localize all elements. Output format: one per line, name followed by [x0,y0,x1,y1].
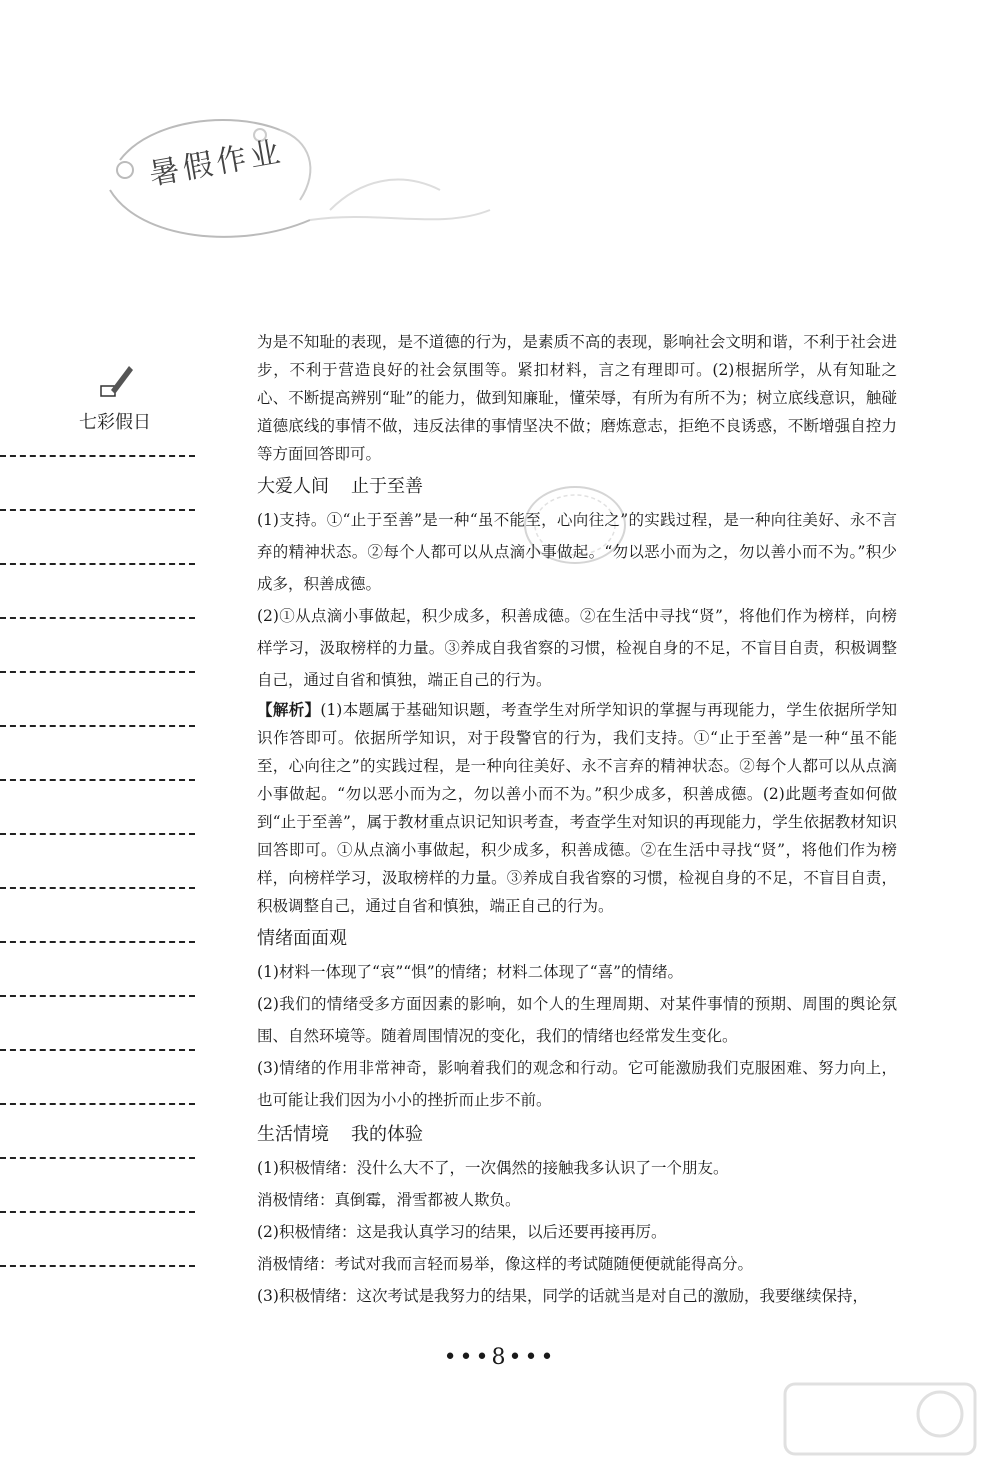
section-title-part: 生活情境 [257,1124,329,1145]
section-title-part: 止于至善 [351,476,423,497]
writing-line [0,457,195,511]
section-title-part: 我的体验 [351,1124,423,1145]
answer-paragraph: (1)材料一体现了“哀”“惧”的情绪；材料二体现了“喜”的情绪。 [257,963,684,981]
section-title-part: 大爱人间 [257,476,329,497]
writing-line [0,997,195,1051]
writing-line [0,943,195,997]
writing-line [0,835,195,889]
writing-line [0,565,195,619]
writing-line [0,1105,195,1159]
brand-label: 七彩假日 [79,412,151,433]
answer-content [257,328,897,1312]
watermark-icon [780,1379,980,1459]
header-title: 暑假作业 [146,134,287,193]
pencil-icon [95,360,135,400]
answer-line: 消极情绪：真倒霉，滑雪都被人欺负。 [257,1191,521,1209]
header-ornament-icon [80,100,500,270]
answer-paragraph: (2)我们的情绪受多方面因素的影响，如个人的生理周期、对某件事情的预期、周围的舆论氛围、自然环境等。随着周围情况的变化，我们的情绪也经常发生变化。 [257,995,897,1045]
writing-line [0,781,195,835]
answer-line: (2)积极情绪：这是我认真学习的结果，以后还要再接再厉。 [257,1223,667,1241]
analysis-paragraph [257,696,897,920]
answer-paragraph: (2)①从点滴小事做起，积少成多，积善成德。②在生活中寻找“贤”，将他们作为榜样，向榜样学习，汲取榜样的力量。③养成自我省察的习惯，检视自身的不足，不盲目自责，积极调整自己，通过自省和慎独，端正自己的行为。 [257,607,897,689]
writing-line [0,727,195,781]
writing-line [0,1159,195,1213]
writing-lines [0,455,195,1267]
writing-line [0,511,195,565]
answer-line: (1)积极情绪：没什么大不了，一次偶然的接触我多认识了一个朋友。 [257,1159,729,1177]
answer-paragraph: (1)支持。①“止于至善”是一种“虽不能至，心向往之”的实践过程，是一种向往美好、永不言弃的精神状态。②每个人都可以从点滴小事做起。“勿以恶小而为之，勿以善小而不为。”积少成多，积善成德。 [257,511,897,593]
writing-line [0,1051,195,1105]
analysis-text: (1)本题属于基础知识题，考查学生对所学知识的掌握与再现能力，学生依据所学知识作答即可。依据所学知识，对于段警官的行为，我们支持。①“止于至善”是一种“虽不能至，心向往之”的实践过程，是一种向往美好、永不言弃的精神状态。②每个人都可以从点滴小事做起。“勿以恶小而为之，勿以善小而不为。”积少成多，积善成德。(2)此题考查如何做到“止于至善”，属于教材重点识记知识考查，考查学生对知识的再现能力，学生依据教材知识回答即可。①从点滴小事做起，积少成多，积善成德。②在生活中寻找“贤”，将他们作为榜样，向榜样学习，汲取榜样的力量。③养成自我省察的习惯，检视自身的不足，不盲目自责，积极调整自己，通过自省和慎独，端正自己的行为。 [257,701,897,915]
writing-line [0,673,195,727]
writing-line [0,619,195,673]
section-title-3 [257,1120,897,1150]
section-title-1 [257,472,897,502]
page-number: •••8••• [443,1345,557,1370]
section-title-2: 情绪面面观 [257,928,347,949]
answer-line: 消极情绪：考试对我而言轻而易举，像这样的考试随随便便就能得高分。 [257,1255,754,1273]
intro-paragraph: 为是不知耻的表现，是不道德的行为，是素质不高的表现，影响社会文明和谐，不利于社会进步，不利于营造良好的社会氛围等。紧扣材料，言之有理即可。(2)根据所学，从有知耻之心、不断提高辨别“耻”的能力，做到知廉耻，懂荣辱，有所为有所不为；树立底线意识，触碰道德底线的事情不做，违反法律的事情坚决不做；磨炼意志，拒绝不良诱惑，不断增强自控力等方面回答即可。 [257,333,897,463]
writing-line [0,889,195,943]
answer-paragraph: (3)情绪的作用非常神奇，影响着我们的观念和行动。它可能激励我们克服困难、努力向上，也可能让我们因为小小的挫折而止步不前。 [257,1059,897,1109]
sidebar-brand [70,360,160,434]
writing-line [0,1213,195,1267]
analysis-tag: 【解析】 [257,700,321,719]
answer-line: (3)积极情绪：这次考试是我努力的结果，同学的话就当是对自己的激励，我要继续保持， [257,1287,868,1305]
